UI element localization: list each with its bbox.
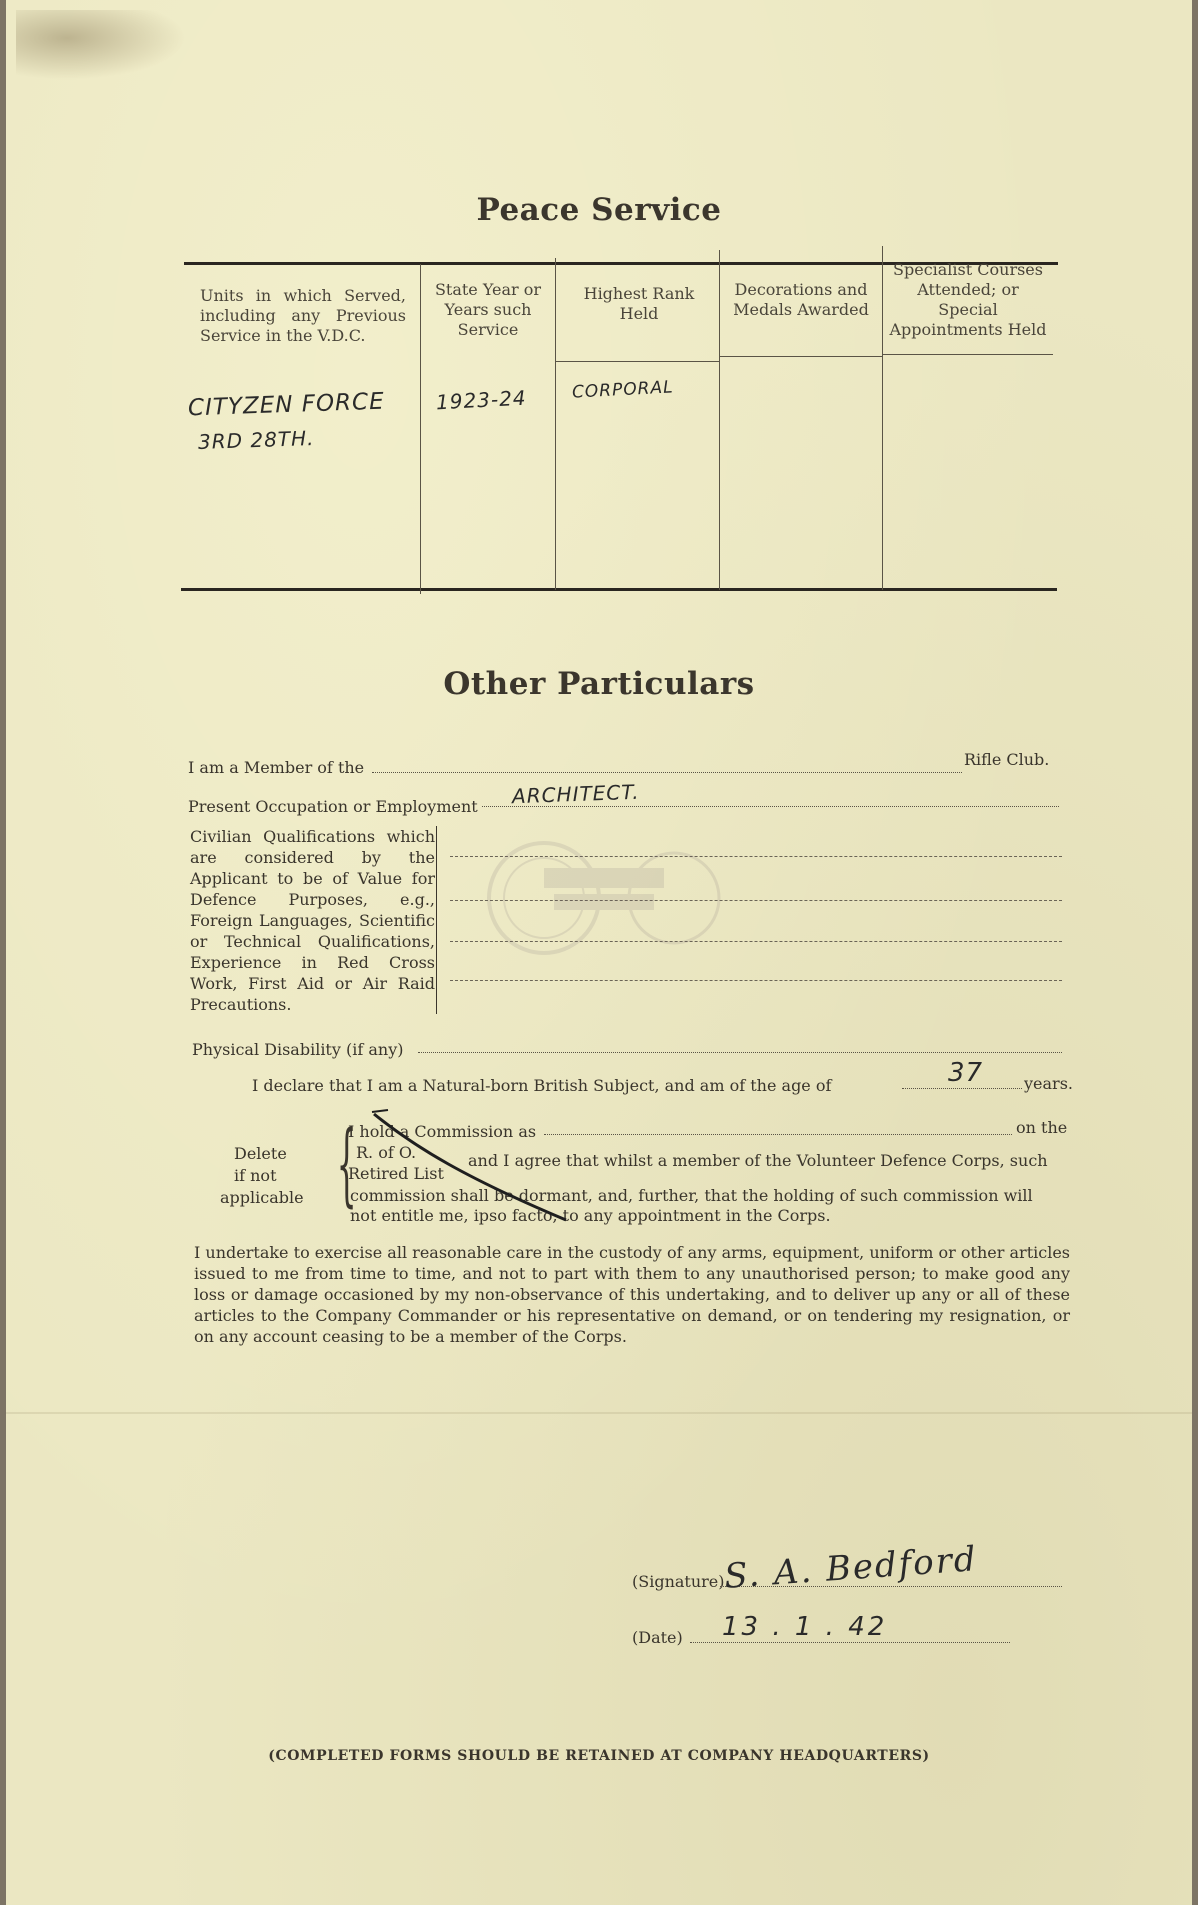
member-label: I am a Member of the [188, 758, 365, 777]
occupation-label: Present Occupation or Employment [188, 797, 478, 816]
date-label: (Date) [632, 1628, 683, 1647]
commission-line: Retired List [348, 1164, 444, 1183]
header-underline [720, 356, 882, 357]
delete-label: if not [234, 1166, 277, 1185]
col-years-header: State Year or Years such Service [434, 280, 542, 339]
age-blank [902, 1088, 1022, 1089]
torn-corner [16, 10, 186, 80]
peace-service-title: Peace Service [476, 192, 722, 228]
disability-label: Physical Disability (if any) [192, 1040, 404, 1059]
declaration-text: I declare that I am a Natural-born British Subject, and am of the age of [252, 1076, 832, 1095]
delete-label: applicable [220, 1188, 304, 1207]
col-rank-header: Highest Rank Held [583, 284, 695, 323]
other-particulars-title: Other Particulars [443, 666, 755, 702]
fold-crease [6, 1412, 1192, 1414]
years-entry: 1923-24 [435, 385, 528, 415]
table-divider [420, 264, 421, 594]
footer-instruction: (COMPLETED FORMS SHOULD BE RETAINED AT COMPANY HEADQUARTERS) [268, 1748, 930, 1764]
civilian-line [450, 980, 1062, 981]
form-page [6, 0, 1192, 1905]
undertaking-paragraph: I undertake to exercise all reasonable care in the custody of any arms, equipment, uniform or other articles issued to me from time to time, and not to part with them to any unauthorised person; to make good any loss or damage occasioned by my non-observance of this undertaking, and to deliver up any or all of these articles to the Company Commander or his representative on demand, or on tendering my resignation, or on any account ceasing to be a member of the Corps. [194, 1243, 1070, 1346]
header-underline [556, 361, 719, 362]
col-units-header: Units in which Served, including any Previous Service in the V.D.C. [200, 286, 406, 345]
col-specialist-header: Specialist Courses Attended; or Special Appointments Held [889, 260, 1047, 339]
table-divider [719, 250, 720, 590]
unit-entry-line1: CITYZEN FORCE [187, 388, 386, 422]
years-label: years. [1024, 1074, 1073, 1093]
delete-brace: { [336, 1112, 357, 1217]
commission-line: and I agree that whilst a member of the Volunteer Defence Corps, such [468, 1151, 1048, 1170]
rank-entry: CORPORAL [571, 377, 675, 403]
table-divider [882, 246, 883, 590]
member-blank [372, 772, 962, 773]
civilian-qualifications-label: Civilian Qualifications which are considered by the Applicant to be of Value for Defence Purposes, e.g., Foreign Languages, Scientific or Technical Qualifications, Experience in Red Cross Work, First Aid or Air Raid Precautions. [190, 827, 435, 1014]
unit-entry-line2: 3RD 28TH. [197, 425, 315, 455]
signature-label: (Signature) [632, 1572, 725, 1591]
occupation-entry: ARCHITECT. [511, 779, 640, 809]
signature-entry: S. A. Bedford [722, 1539, 979, 1597]
commission-line: R. of O. [356, 1143, 417, 1162]
civilian-bracket [436, 826, 439, 1014]
disability-blank [418, 1052, 1062, 1053]
commission-blank [544, 1134, 1012, 1135]
commission-line: I hold a Commission as [348, 1122, 537, 1141]
col-decorations-header: Decorations and Medals Awarded [733, 280, 869, 319]
collection-watermark-stamp [474, 838, 732, 958]
table-divider [555, 258, 556, 590]
delete-label: Delete [234, 1144, 287, 1163]
age-entry: 37 [948, 1058, 984, 1088]
rifle-club-label: Rifle Club. [964, 750, 1050, 769]
header-underline [883, 354, 1053, 355]
date-blank [690, 1642, 1010, 1643]
strike-through-mark [366, 1108, 586, 1228]
commission-line: not entitle me, ipso facto, to any appointment in the Corps. [350, 1206, 831, 1225]
table-bottom-rule [181, 588, 1057, 591]
commission-line: commission shall be dormant, and, further, that the holding of such commission will [350, 1186, 1033, 1205]
date-entry: 13 . 1 . 42 [722, 1612, 888, 1642]
commission-line-end: on the [1016, 1118, 1068, 1137]
